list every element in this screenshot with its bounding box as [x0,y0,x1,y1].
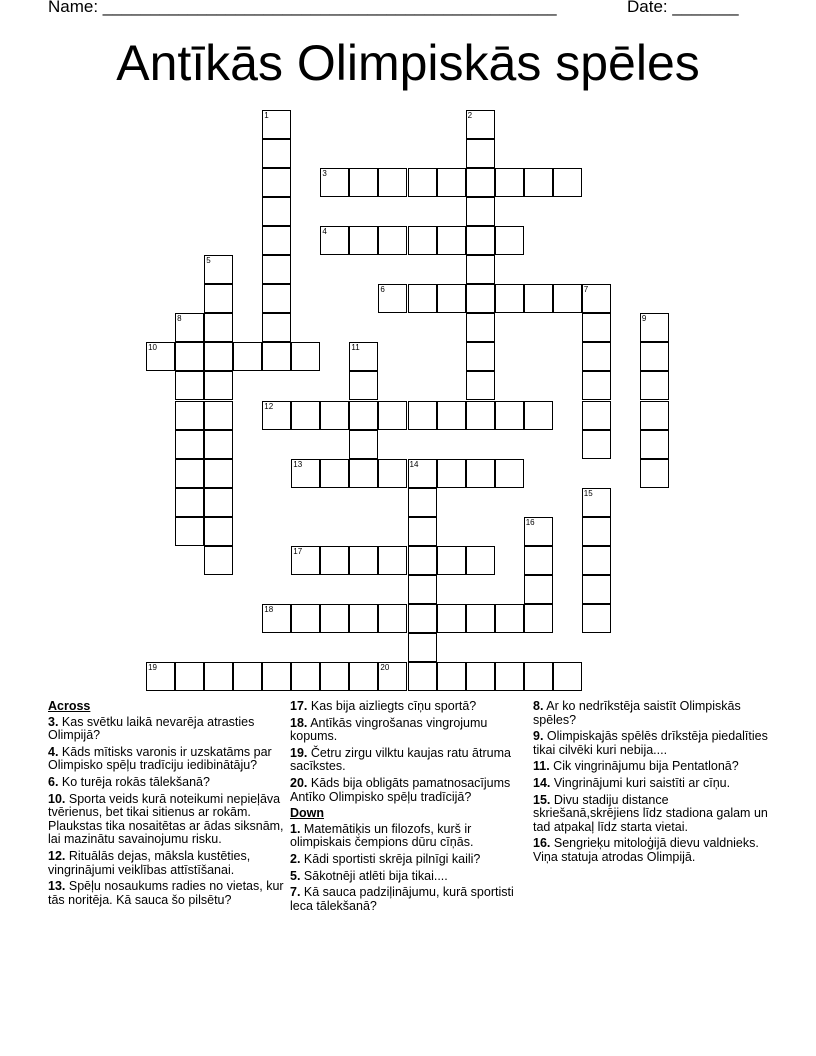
grid-cell[interactable] [262,313,291,342]
grid-cell[interactable] [204,662,233,691]
grid-cell[interactable] [408,604,437,633]
clue-number: 2 [467,111,473,120]
grid-cell[interactable] [582,546,611,575]
grid-cell[interactable] [553,662,582,691]
grid-cell[interactable] [466,371,495,400]
clue-down-16: 16. Sengrieķu mitoloģijā dievu valdnieks. Viņa statuja atrodas Olimpijā. [533,836,759,864]
grid-cell[interactable] [349,459,378,488]
name-field[interactable]: Name: ________________________________________________ [48,0,557,16]
grid-cell[interactable] [495,604,524,633]
grid-cell[interactable] [204,517,233,546]
clues-column-2 [290,700,526,916]
grid-cell[interactable] [262,342,291,371]
grid-cell[interactable] [320,401,349,430]
down-heading: Down [290,806,325,821]
grid-cell[interactable] [378,401,407,430]
grid-cell[interactable] [408,226,437,255]
grid-cell[interactable] [466,226,495,255]
grid-cell[interactable] [553,284,582,313]
grid-cell[interactable] [204,313,233,342]
grid-cell[interactable] [408,633,437,662]
clue-across-17: 17. Kas bija aizliegts cīņu sportā? [290,699,477,713]
grid-cell[interactable] [291,604,320,633]
grid-cell[interactable] [640,459,669,488]
grid-cell[interactable] [466,168,495,197]
grid-cell[interactable] [582,401,611,430]
grid-cell[interactable] [437,168,466,197]
grid-cell[interactable] [408,517,437,546]
grid-cell[interactable] [640,401,669,430]
grid-cell[interactable] [524,575,553,604]
grid-cell[interactable] [640,342,669,371]
grid-cell[interactable] [262,401,291,430]
clue-number: 11 [351,343,360,353]
grid-cell[interactable] [349,662,378,691]
grid-cell[interactable] [146,342,175,371]
clue-down-1: 1. Matemātiķis un filozofs, kurš ir olimpiskais čempions dūru cīņās. [290,821,474,850]
grid-cell[interactable] [553,168,582,197]
clues-column-1 [48,700,284,910]
grid-cell[interactable] [408,284,437,313]
clue-number: 8 [177,314,182,324]
grid-cell[interactable] [495,226,524,255]
grid-cell[interactable] [233,662,262,691]
clue-number: 5 [206,256,211,266]
grid-cell[interactable] [320,226,349,255]
grid-cell[interactable] [582,371,611,400]
clue-down-7: 7. Kā sauca padziļinājumu, kurā sportisti leca tālekšanā? [290,885,514,913]
grid-cell[interactable] [378,546,407,575]
grid-cell[interactable] [582,575,611,604]
clue-number: 3 [322,169,327,179]
clue-across-6: 6. Ko turēja rokās tālekšanā? [48,774,210,789]
grid-cell[interactable] [640,371,669,400]
grid-cell[interactable] [466,197,495,226]
date-field[interactable]: Date: _______ [627,0,739,16]
grid-cell[interactable] [524,284,553,313]
clue-number: 19 [148,663,157,672]
clue-number: 4 [322,227,327,237]
grid-cell[interactable] [495,284,524,313]
grid-cell[interactable] [582,604,611,633]
clue-across-20: 20. Kāds bija obligāts pamatnosacījums Antīko Olimpisko spēļu tradīcijā? [290,775,511,804]
grid-cell[interactable] [524,662,553,691]
grid-cell[interactable] [262,226,291,255]
grid-cell[interactable] [204,546,233,575]
grid-cell[interactable] [466,342,495,371]
grid-cell[interactable] [291,546,320,575]
grid-cell[interactable] [349,371,378,400]
grid-cell[interactable] [524,168,553,197]
clue-number: 10 [148,343,157,353]
clue-number: 15 [583,488,593,498]
grid-cell[interactable] [349,401,378,430]
grid-cell[interactable] [582,284,611,313]
grid-cell[interactable] [204,459,233,488]
grid-cell[interactable] [640,313,669,342]
grid-cell[interactable] [378,604,407,633]
clue-down-11: 11. Cik vingrinājumu bija Pentatlonā? [533,759,739,774]
clue-number: 13 [293,459,303,469]
grid-cell[interactable] [495,168,524,197]
grid-cell[interactable] [204,342,233,371]
grid-cell[interactable] [146,662,175,691]
grid-cell[interactable] [524,546,553,575]
grid-cell[interactable] [262,662,291,691]
clue-across-13: 13. Spēļu nosaukums radies no vietas, kur tās noritēja. Kā sauca šo pilsētu? [48,879,284,907]
clue-down-8: 8. Ar ko nedrīkstēja saistīt Olimpiskās spēles? [533,699,741,727]
grid-cell[interactable] [408,168,437,197]
grid-cell[interactable] [466,459,495,488]
clue-number: 7 [583,285,589,295]
clue-number: 6 [380,285,385,295]
clue-number: 14 [409,459,419,469]
grid-cell[interactable] [204,284,233,313]
grid-cell[interactable] [175,662,204,691]
grid-cell[interactable] [233,342,262,371]
grid-cell[interactable] [466,139,495,168]
grid-cell[interactable] [640,430,669,459]
grid-cell[interactable] [582,342,611,371]
grid-cell[interactable] [466,313,495,342]
clue-down-15: 15. Divu stadiju distance skriešanā,skrējiens līdz stadiona galam un tad atpakaļ līdz starta vietai. [533,792,768,834]
clue-across-18: 18. Antīkās vingrošanas vingrojumu kopums. [290,715,488,744]
grid-cell[interactable] [349,430,378,459]
grid-cell[interactable] [349,342,378,371]
grid-cell[interactable] [582,430,611,459]
grid-cell[interactable] [175,371,204,400]
grid-cell[interactable] [262,604,291,633]
grid-cell[interactable] [175,342,204,371]
grid-cell[interactable] [320,168,349,197]
grid-cell[interactable] [204,430,233,459]
grid-cell[interactable] [466,662,495,691]
grid-cell[interactable] [408,488,437,517]
grid-cell[interactable] [320,546,349,575]
grid-cell[interactable] [349,168,378,197]
grid-cell[interactable] [437,401,466,430]
grid-cell[interactable] [204,371,233,400]
clue-down-14: 14. Vingrinājumi kuri saistīti ar cīņu. [533,775,731,790]
clue-across-10: 10. Sporta veids kurā noteikumi nepieļāva tvērienus, bet tikai sitienus ar rokām. Plaukstas tika nosaitētas ar ādas siksnām, lai mazinātu savainojumu risku. [48,791,284,847]
grid-cell[interactable] [204,255,233,284]
grid-cell[interactable] [582,488,611,517]
grid-cell[interactable] [466,255,495,284]
grid-cell[interactable] [349,546,378,575]
grid-cell[interactable] [466,401,495,430]
grid-cell[interactable] [524,517,553,546]
grid-cell[interactable] [175,488,204,517]
grid-cell[interactable] [349,226,378,255]
grid-cell[interactable] [378,284,407,313]
clue-number: 16 [525,517,535,527]
grid-cell[interactable] [262,110,291,139]
grid-cell[interactable] [408,662,437,691]
clue-number: 1 [264,111,269,120]
grid-cell[interactable] [320,662,349,691]
grid-cell[interactable] [378,662,407,691]
grid-cell[interactable] [408,401,437,430]
clue-number: 18 [264,604,274,614]
grid-cell[interactable] [524,401,553,430]
grid-cell[interactable] [582,313,611,342]
clue-number: 17 [293,546,303,556]
grid-cell[interactable] [291,662,320,691]
clue-across-3: 3. Kas svētku laikā nevarēja atrasties Olimpijā? [48,714,255,743]
clue-down-9: 9. Olimpiskajās spēlēs drīkstēja piedalīties tikai cilvēki kuri nebija.... [533,729,768,757]
clue-across-12: 12. Rituālās dejas, māksla kustēties, vingrinājumi veiklības attīstīšanai. [48,848,251,877]
grid-cell[interactable] [437,546,466,575]
grid-cell[interactable] [175,313,204,342]
grid-cell[interactable] [437,662,466,691]
grid-cell[interactable] [466,110,495,139]
grid-cell[interactable] [291,459,320,488]
grid-cell[interactable] [437,459,466,488]
grid-cell[interactable] [408,546,437,575]
grid-cell[interactable] [262,197,291,226]
grid-cell[interactable] [204,488,233,517]
grid-cell[interactable] [495,401,524,430]
page-title: Antīkās Olimpiskās spēles [116,35,700,91]
clue-down-5: 5. Sākotnēji atlēti bija tikai.... [290,868,448,883]
grid-cell[interactable] [378,168,407,197]
grid-cell[interactable] [204,401,233,430]
grid-cell[interactable] [495,662,524,691]
grid-cell[interactable] [437,284,466,313]
grid-cell[interactable] [262,255,291,284]
grid-cell[interactable] [466,284,495,313]
across-heading: Across [48,699,91,713]
grid-cell[interactable] [466,546,495,575]
grid-cell[interactable] [320,604,349,633]
grid-cell[interactable] [175,430,204,459]
grid-cell[interactable] [262,168,291,197]
clue-across-4: 4. Kāds mītisks varonis ir uzskatāms par Olimpisko spēļu tradīciju iedibinātāju? [48,744,272,773]
clue-number: 12 [264,401,274,411]
grid-cell[interactable] [175,517,204,546]
grid-cell[interactable] [408,575,437,604]
clues-column-3 [533,700,778,868]
grid-cell[interactable] [437,604,466,633]
clue-across-19: 19. Četru zirgu vilktu kaujas ratu ātruma sacīkstes. [290,745,511,774]
grid-cell[interactable] [262,139,291,168]
grid-cell[interactable] [291,401,320,430]
grid-cell[interactable] [495,459,524,488]
grid-cell[interactable] [408,459,437,488]
grid-cell[interactable] [582,517,611,546]
grid-cell[interactable] [175,459,204,488]
grid-cell[interactable] [349,604,378,633]
grid-cell[interactable] [175,401,204,430]
grid-cell[interactable] [262,284,291,313]
grid-cell[interactable] [378,459,407,488]
grid-cell[interactable] [524,604,553,633]
clue-number: 20 [380,663,390,672]
grid-cell[interactable] [437,226,466,255]
clue-down-2: 2. Kādi sportisti skrēja pilnīgi kaili? [290,851,481,866]
grid-cell[interactable] [466,604,495,633]
grid-cell[interactable] [320,459,349,488]
clue-number: 9 [641,314,647,324]
grid-cell[interactable] [291,342,320,371]
grid-cell[interactable] [378,226,407,255]
